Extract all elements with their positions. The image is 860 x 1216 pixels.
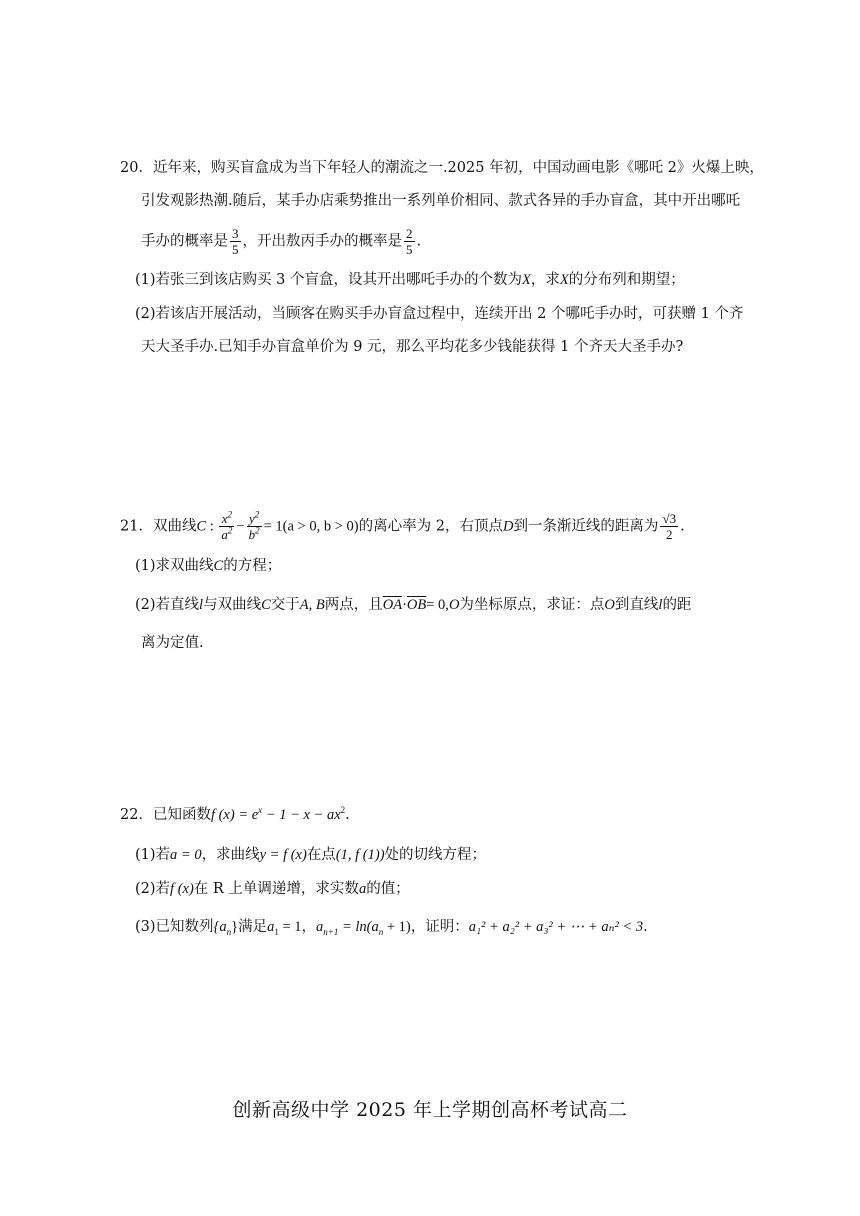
q21-condition: = 1(a > 0, b > 0) <box>263 518 359 535</box>
q22-part3-text-c: ， <box>301 919 317 935</box>
q22-exponent: x <box>258 805 263 816</box>
q21-var-l: l <box>658 597 663 613</box>
fraction-denominator: 2 <box>666 527 673 542</box>
q20-text-line3a: 手办的概率是 <box>141 233 228 250</box>
q21-fraction-distance <box>660 511 678 542</box>
q22-part3-text-b: 满足 <box>238 919 268 935</box>
q21-part1-text-b: 的方程； <box>223 558 282 574</box>
q21-part2-text-d: 两点，且 <box>324 597 383 613</box>
q21-part2-text-h: 的距 <box>662 597 692 613</box>
q21-vertex-d: D <box>502 518 514 535</box>
q21-part2-line1: (2)若直线l与双曲线C交于A, B两点，且$\overline{OA}\cdot\overline{OB}= 0,O$为坐标原点，求证：点O到直线l的距 <box>135 597 692 613</box>
q22-text-a: 已知函数 <box>152 807 211 823</box>
q21-fraction-y2-b2: $\frac{y^2}{b^2}$ <box>248 509 260 542</box>
q20-text-line3c: . <box>416 233 422 250</box>
q22-var-a: a <box>358 881 367 897</box>
fraction-numerator: 2 <box>406 226 413 241</box>
q21-part2-text-line2: 离为定值. <box>141 635 204 651</box>
q20-line2 <box>141 191 740 211</box>
q22-part2 <box>135 879 410 899</box>
q21-part2-text-f: 为坐标原点，求证：点 <box>459 597 605 613</box>
q22-part1-text-c: 在点 <box>306 847 336 863</box>
q20-part1 <box>135 270 685 290</box>
q21-var-o: O <box>448 597 460 613</box>
q20-var-x: X <box>559 272 569 288</box>
q22-line1 <box>120 805 350 825</box>
q22-a1-value: = 1 <box>278 919 302 935</box>
q21-points-ab: A, B <box>299 597 325 613</box>
q22-function-rest: − 1 − x − ax <box>262 807 341 823</box>
q21-line1: 21．双曲线C : $\frac{x^2}{a^2}$ − $\frac{y^2}{b^2}$ = 1(a > 0, b > 0)的离心率为 2，右顶点D到一条渐近线的距离为 $\frac{√3}{2}$ . <box>120 509 685 542</box>
q20-part2-text-line2: 天大圣手办.已知手办盲盒单价为 9 元，那么平均花多少钱能获得 1 个齐天大圣手办? <box>141 339 684 355</box>
q22-recurrence: a <box>316 919 324 935</box>
q20-part2-line2 <box>141 337 683 357</box>
q21-number: 21． <box>120 518 153 535</box>
q20-part1-text-c: 的分布列和期望； <box>568 272 685 288</box>
page-footer: 创新高级中学 2025 年上学期创高杯考试高二 <box>232 1099 628 1121</box>
q21-text-a: 双曲线 <box>152 518 197 535</box>
fraction-numerator: 3 <box>232 226 239 241</box>
q22-sequence: {a <box>213 919 227 935</box>
q20-var-x: X <box>521 272 531 288</box>
q20-text-line1: 近年来，购买盲盒成为当下年轻人的潮流之一.2025 年初，中国动画电影《哪吒 2》火爆上映， <box>152 160 764 176</box>
q22-part3-text-d: ，证明： <box>410 919 469 935</box>
q21-part2-text-a: (2)若直线 <box>135 597 200 613</box>
q22-part3-text-a: (3)已知数列 <box>135 919 214 935</box>
q22-sequence-sub: n <box>226 926 232 937</box>
q22-recurrence-end: + 1) <box>383 919 411 935</box>
q20-part1-text-b: ，求 <box>530 272 560 288</box>
q22-a1: a <box>267 919 275 935</box>
q22-part1-text-a: (1)若 <box>135 847 171 863</box>
q21-part1-text-a: (1)求双曲线 <box>135 558 214 574</box>
q22-part1-condition: a = 0 <box>170 847 202 863</box>
q21-var-c: C <box>213 558 224 574</box>
q22-part1-curve: y = f (x) <box>259 847 307 863</box>
q20-part2-text-line1: (2)若该店开展活动，当顾客在购买手办盲盒过程中，连续开出 2 个哪吒手办时，可获赠 1 个齐 <box>135 306 744 322</box>
q22-part2-text-c: 的值； <box>366 881 410 897</box>
q20-number: 20． <box>120 160 153 176</box>
fraction-denominator: 5 <box>406 242 413 257</box>
q20-fraction-aobing <box>404 226 415 257</box>
q21-part2-text-c: 交于 <box>270 597 300 613</box>
q21-part1 <box>135 556 281 576</box>
q22-sequence-end: } <box>231 919 239 935</box>
q21-fraction-x2-a2: $\frac{x^2}{a^2}$ <box>221 509 233 542</box>
q22-exponent-2: 2 <box>340 805 346 816</box>
q22-recurrence-sub: n+1 <box>323 926 339 937</box>
q20-line3 <box>141 226 421 257</box>
q21-text-b: 的离心率为 2，右顶点 <box>358 518 503 535</box>
q22-part1-point: (1, f (1)) <box>335 847 385 863</box>
q22-part1 <box>135 845 486 865</box>
q22-function: f (x) = e <box>210 807 259 823</box>
q22-part3-end: . <box>643 919 648 935</box>
q20-part1-text-a: (1)若张三到该店购买 3 个盲盒，设其开出哪吒手办的个数为 <box>135 272 522 288</box>
q22-function-end: . <box>345 807 350 823</box>
q22-part1-text-b: ，求曲线 <box>201 847 260 863</box>
q20-text-line3b: ，开出敖丙手办的概率是 <box>242 233 402 250</box>
q20-line1 <box>120 158 764 178</box>
q21-part2-line2 <box>141 633 204 653</box>
q22-part2-function: f (x) <box>170 881 194 897</box>
q21-text-d: . <box>680 518 685 535</box>
q21-part2-text-b: 与双曲线 <box>203 597 262 613</box>
q21-part2-equation: = 0, <box>426 597 449 613</box>
q21-text-c: 到一条渐近线的距离为 <box>513 518 659 535</box>
fraction-denominator: 5 <box>232 242 239 257</box>
q21-vector-oa: $\overline{OA}$ <box>382 597 403 613</box>
q20-text-line2: 引发观影热潮.随后，某手办店乘势推出一系列单价相同、款式各异的手办盲盒，其中开出哪吒 <box>141 193 741 209</box>
q20-fraction-nezha <box>230 226 241 257</box>
q21-part2-text-g: 到直线 <box>614 597 659 613</box>
q21-curve-c: C <box>196 518 207 535</box>
q21-var-o: O <box>604 597 615 613</box>
q22-number: 22． <box>120 807 153 823</box>
q22-recurrence-rhs: = ln(a <box>338 919 379 935</box>
q21-var-c: C <box>261 597 271 613</box>
q22-part2-text-b: 在 R 上单调递增，求实数 <box>193 881 359 897</box>
q22-recurrence-sub2: n <box>378 926 384 937</box>
q20-part2-line1 <box>135 304 743 324</box>
q22-part2-text-a: (2)若 <box>135 881 171 897</box>
q22-a1-sub: 1 <box>274 926 279 937</box>
fraction-numerator: √3 <box>662 511 677 526</box>
q21-vector-ob: $\overline{OB}$ <box>406 597 427 613</box>
q22-inequality: a₁² + a₂² + a₃² + ⋯ + aₙ² < 3 <box>468 919 644 935</box>
q21-var-l: l <box>199 597 204 613</box>
q22-part3 <box>135 917 648 937</box>
q22-part1-text-d: 处的切线方程； <box>384 847 487 863</box>
